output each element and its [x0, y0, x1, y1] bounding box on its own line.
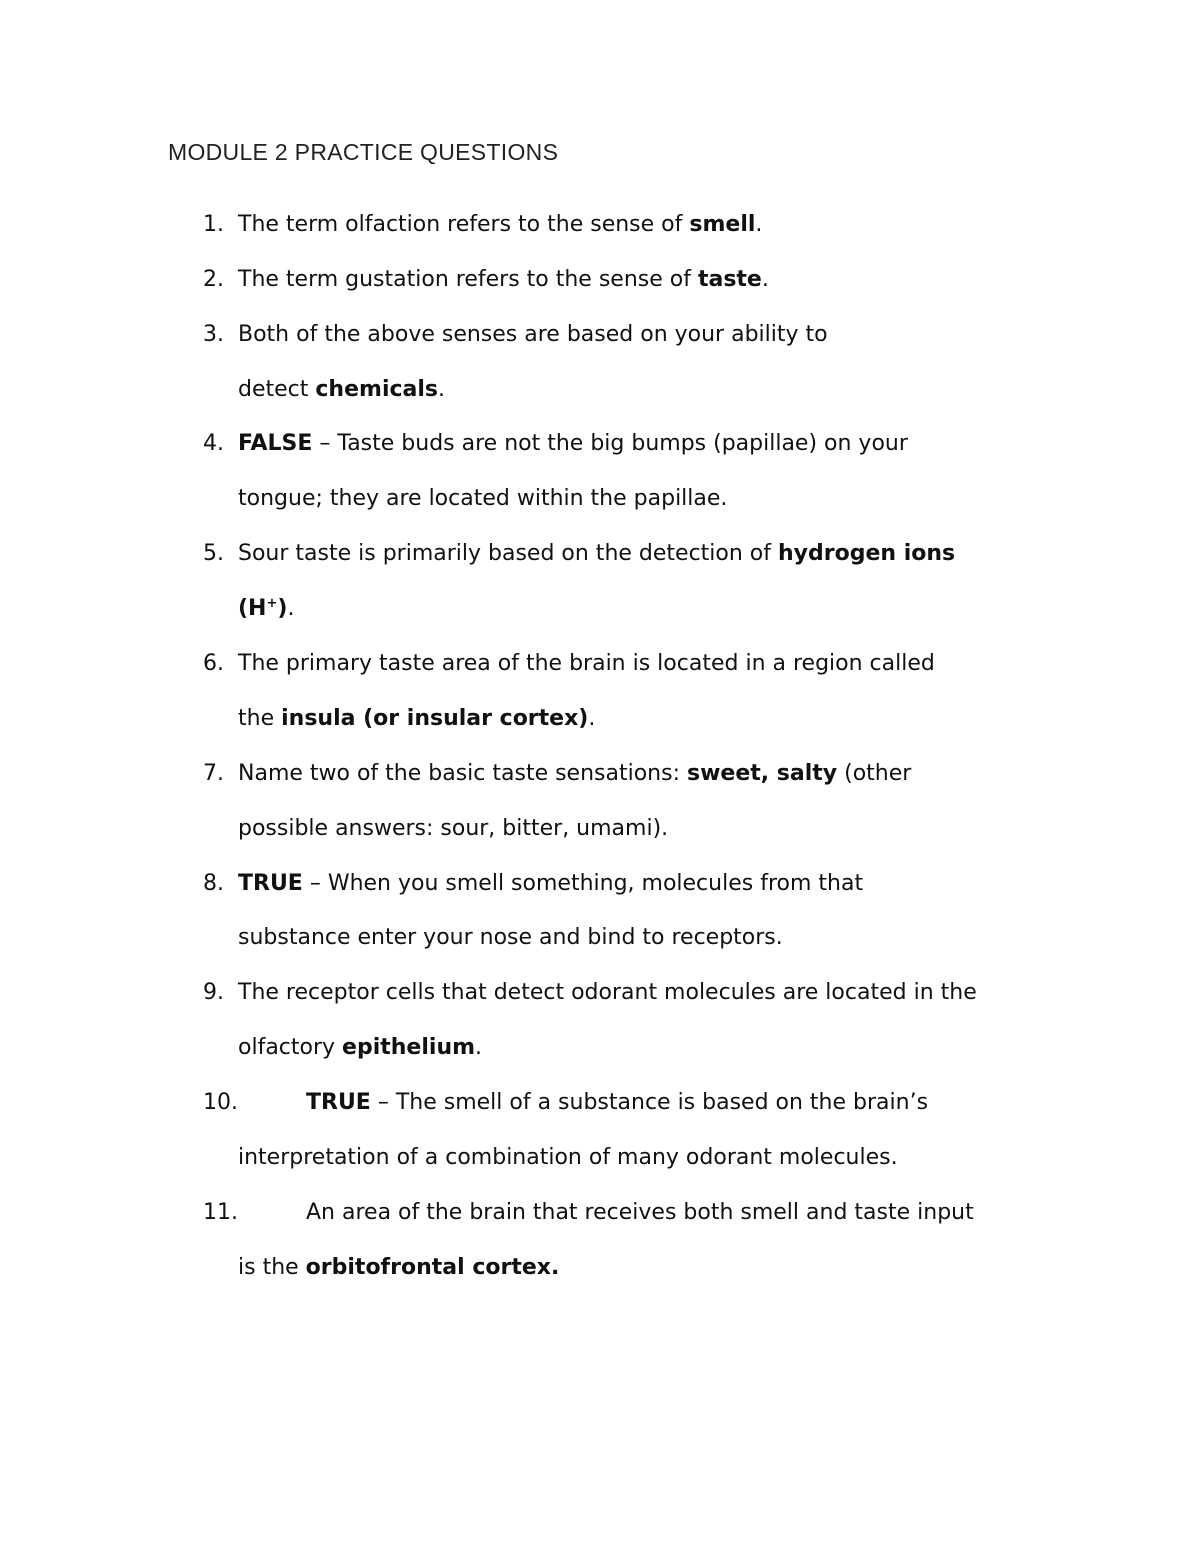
question-text-plain: .	[475, 1035, 483, 1060]
answer-text: )	[277, 596, 288, 621]
question-number: 8.	[203, 871, 224, 896]
answer-text: (H	[238, 596, 267, 621]
question-text-plain: .	[287, 596, 295, 621]
answer-text: hydrogen ions	[778, 541, 956, 566]
question-number: 4.	[203, 431, 224, 456]
question-text-continued	[238, 704, 595, 734]
question-number: 2.	[203, 267, 224, 292]
answer-text: taste	[697, 267, 762, 292]
question-text	[238, 210, 762, 240]
question-number: 7.	[203, 761, 224, 786]
question-text-plain: – The smell of a substance is based on the brain’s	[370, 1090, 929, 1115]
question-text-plain: .	[755, 212, 763, 237]
question-text-continued	[238, 375, 445, 405]
answer-text: smell	[689, 212, 756, 237]
question-text: An area of the brain that receives both smell and taste input	[306, 1200, 974, 1225]
question-text-plain: .	[761, 267, 769, 292]
answer-text: insula (or insular cortex)	[281, 706, 589, 731]
question-text-plain: .	[588, 706, 596, 731]
question-text-continued: interpretation of a combination of many odorant molecules.	[238, 1145, 898, 1170]
question-text-continued: possible answers: sour, bitter, umami).	[238, 816, 669, 841]
question-text-plain: The term olfaction refers to the sense of	[238, 212, 690, 237]
question-number: 10.	[203, 1090, 238, 1115]
question-text-plain: Sour taste is primarily based on the detection of	[238, 541, 778, 566]
question-text	[238, 429, 908, 459]
question-text-plain: detect	[238, 377, 316, 402]
question-number: 5.	[203, 541, 224, 566]
question-text: The primary taste area of the brain is located in a region called	[238, 651, 935, 676]
question-text-plain: – Taste buds are not the big bumps (papillae) on your	[312, 431, 908, 456]
question-text-plain: Name two of the basic taste sensations:	[238, 761, 687, 786]
question-text	[238, 759, 911, 789]
question-text-plain: – When you smell something, molecules from that	[302, 871, 864, 896]
document-title: MODULE 2 PRACTICE QUESTIONS	[168, 139, 559, 165]
answer-text: orbitofrontal cortex.	[305, 1255, 560, 1280]
answer-text: TRUE	[238, 871, 303, 896]
answer-text: TRUE	[306, 1090, 371, 1115]
question-text	[306, 1088, 928, 1118]
question-text	[238, 265, 769, 295]
question-number: 1.	[203, 212, 224, 237]
answer-text: sweet, salty	[687, 761, 838, 786]
question-text-plain: the	[238, 706, 282, 731]
question-text: The receptor cells that detect odorant molecules are located in the	[238, 980, 977, 1005]
question-number: 6.	[203, 651, 224, 676]
superscript-plus: +	[266, 596, 278, 611]
question-text-plain: is the	[238, 1255, 306, 1280]
question-number: 9.	[203, 980, 224, 1005]
question-text-plain: The term gustation refers to the sense of	[238, 267, 698, 292]
question-text-continued	[238, 1033, 482, 1063]
question-text-continued: tongue; they are located within the papillae.	[238, 486, 728, 511]
answer-text: epithelium	[342, 1035, 476, 1060]
question-text-plain: (other	[837, 761, 912, 786]
question-number: 11.	[203, 1200, 238, 1225]
question-text-continued	[238, 1253, 559, 1283]
question-text: Both of the above senses are based on your ability to	[238, 322, 828, 347]
answer-text: FALSE	[238, 431, 313, 456]
answer-text: chemicals	[315, 377, 439, 402]
question-text-continued	[238, 594, 294, 624]
question-number: 3.	[203, 322, 224, 347]
question-text-plain: olfactory	[238, 1035, 343, 1060]
question-text	[238, 539, 955, 569]
question-text	[238, 869, 863, 899]
question-text-continued: substance enter your nose and bind to receptors.	[238, 925, 783, 950]
question-text-plain: .	[438, 377, 446, 402]
